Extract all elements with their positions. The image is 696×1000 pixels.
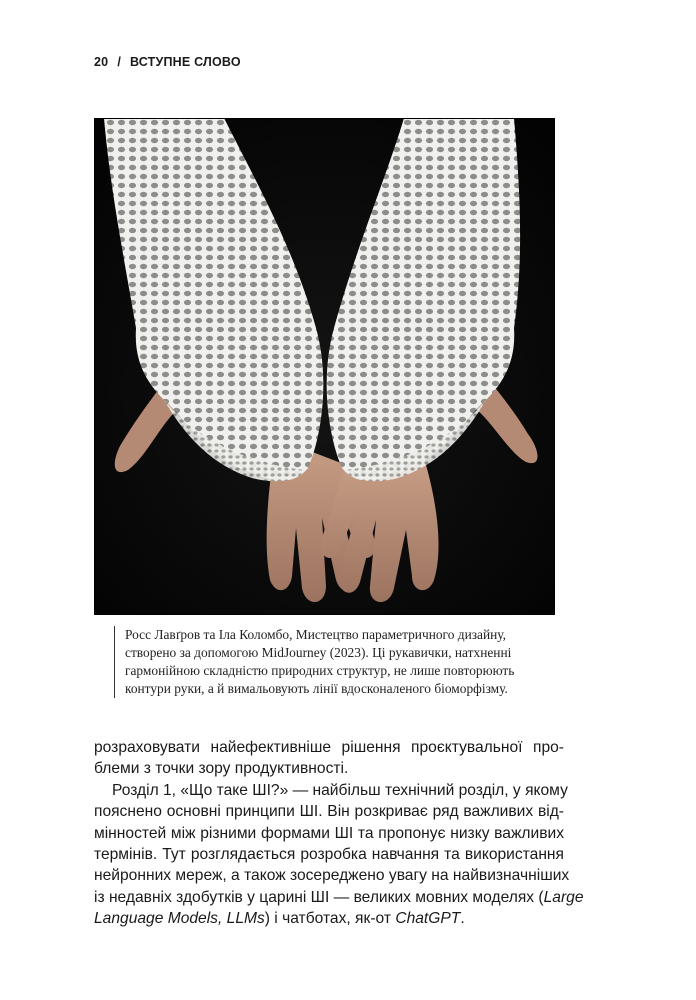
body-line: термінів. Тут розглядається розробка навчання та використання [94,846,564,864]
italic-term: Large [543,888,584,906]
italic-term: Language Models, LLMs [94,910,265,928]
text-run: із недавніх здобутків у царині ШІ — великих мовних моделях ( [94,888,544,906]
body-line: нейронних мереж, а також зосереджено увагу на найвизначніших [94,867,570,885]
header-separator: / [117,55,121,69]
body-text [94,737,584,930]
gloved-hands-illustration [94,118,555,615]
body-line: блеми з точки зору продуктивності. [94,760,349,778]
caption-line: гармонійною складністю природних структур, не лише повторюють [125,663,515,678]
page-number: 20 [94,55,109,69]
body-line: розраховувати найефективніше рішення проєктувальної про- [94,739,564,756]
text-run: . [460,910,465,928]
text-run: ) і чатботах, як-от [264,910,396,928]
body-line [94,908,564,929]
body-line: Розділ 1, «Що таке ШІ?» — найбільш технічний розділ, у якому [112,781,568,799]
running-head [94,55,241,69]
caption-line: контури руки, а й вимальовують лінії вдосконаленого біоморфізму. [125,681,508,696]
caption-line: Росс Лавґров та Іла Коломбо, Мистецтво параметричного дизайну, [125,627,506,642]
section-title: ВСТУПНЕ СЛОВО [130,55,241,69]
body-line: мінностей між різними формами ШІ та пропонує низку важливих [94,824,564,842]
figure-caption [114,626,565,698]
body-line: пояснено основні принципи ШІ. Він розкриває ряд важливих від- [94,803,564,821]
figure-image [94,118,555,615]
caption-line: створено за допомогою MidJourney (2023). Ці рукавички, натхненні [125,645,512,660]
italic-term: ChatGPT [395,910,461,928]
body-line [94,887,584,908]
